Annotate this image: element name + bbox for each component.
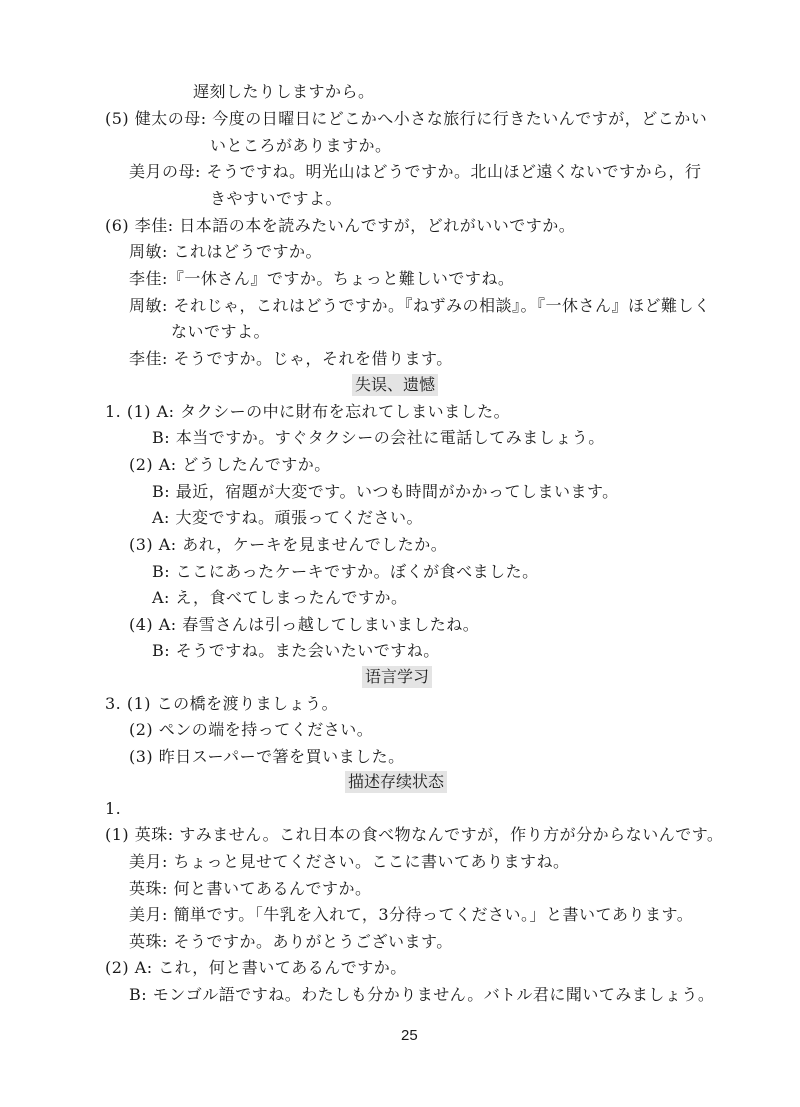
text-line: B: 本当ですか。すぐタクシーの会社に電話してみましょう。 xyxy=(152,428,605,447)
text-line: (4) A: 春雪さんは引っ越してしまいましたね。 xyxy=(129,615,480,634)
text-line: 李佳: そうですか。じゃ，それを借ります。 xyxy=(129,349,453,368)
text-line: 美月: ちょっと見せてください。ここに書いてありますね。 xyxy=(129,852,570,871)
text-line: B: そうですね。また会いたいですね。 xyxy=(152,641,440,660)
text-line: (3) 昨日スーパーで箸を買いました。 xyxy=(129,747,405,766)
text-line: (2) A: どうしたんですか。 xyxy=(129,455,331,474)
text-line: 遅刻したりしますから。 xyxy=(193,82,375,101)
text-line: 李佳:『一休さん』ですか。ちょっと難しいですね。 xyxy=(129,269,515,288)
page-number: 25 xyxy=(401,1027,418,1044)
section-heading: 语言学习 xyxy=(362,666,432,688)
text-line: 周敏: これはどうですか。 xyxy=(129,242,322,261)
text-line: 1. xyxy=(105,799,122,818)
text-line: 1. (1) A: タクシーの中に財布を忘れてしまいました。 xyxy=(105,402,511,421)
text-line: A: え，食べてしまったんですか。 xyxy=(152,588,408,607)
section-heading: 描述存续状态 xyxy=(345,771,447,793)
text-line: 英珠: そうですか。ありがとうございます。 xyxy=(129,932,453,951)
text-line: 3. (1) この橋を渡りましょう。 xyxy=(105,694,339,713)
text-line: (6) 李佳: 日本語の本を読みたいんですが，どれがいいですか。 xyxy=(105,216,576,235)
text-line: 美月: 簡単です。「牛乳を入れて，3分待ってください。」と書いてあります。 xyxy=(129,905,694,924)
text-line: 英珠: 何と書いてあるんですか。 xyxy=(129,879,372,898)
text-line: B: モンゴル語ですね。わたしも分かりません。バトル君に聞いてみましょう。 xyxy=(129,985,715,1004)
text-line: B: 最近，宿題が大変です。いつも時間がかかってしまいます。 xyxy=(152,482,619,501)
text-line: A: 大変ですね。頑張ってください。 xyxy=(152,508,424,527)
text-line: 周敏: それじゃ，これはどうですか。『ねずみの相談』。『一休さん』ほど難しく xyxy=(129,296,711,315)
text-line: ないですよ。 xyxy=(171,322,271,341)
text-line: 美月の母: そうですね。明光山はどうですか。北山ほど遠くないですから，行 xyxy=(129,162,702,181)
text-line: (3) A: あれ，ケーキを見ませんでしたか。 xyxy=(129,535,448,554)
text-line: (2) ペンの端を持ってください。 xyxy=(129,720,374,739)
section-heading: 失误、遗憾 xyxy=(352,374,438,396)
text-line: きやすいですよ。 xyxy=(210,189,343,208)
text-line: B: ここにあったケーキですか。ぼくが食べました。 xyxy=(152,562,539,581)
text-line: (1) 英珠: すみません。これ日本の食べ物なんですが，作り方が分からないんです。 xyxy=(105,825,724,844)
text-line: (2) A: これ，何と書いてあるんですか。 xyxy=(105,958,407,977)
text-line: いところがありますか。 xyxy=(210,136,392,155)
text-line: (5) 健太の母: 今度の日曜日にどこかへ小さな旅行に行きたいんですが，どこかい xyxy=(105,109,708,128)
